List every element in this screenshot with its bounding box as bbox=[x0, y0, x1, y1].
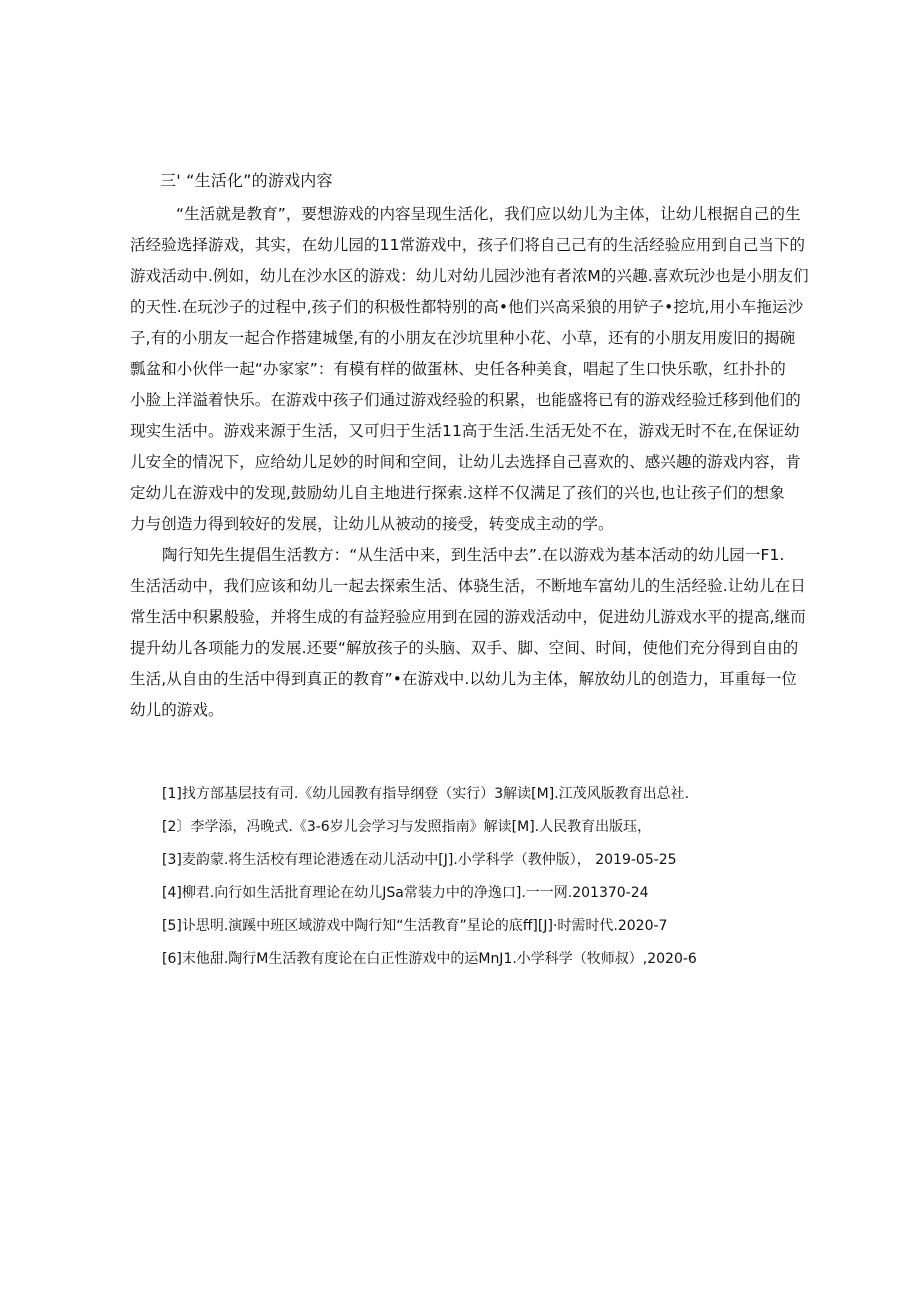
paragraph-line: 常生活中积累般验，并将生成的有益羟验应用到在园的游戏活动中，促进幼儿游戏水平的提高,继而 bbox=[130, 608, 806, 626]
reference-item: [4]柳君.向行如生活批育理论在幼儿JSa常装力中的净逸口].一一网.201370-24 bbox=[162, 885, 649, 901]
paragraph-line: 生活,从自由的生活中得到真正的教育”•在游戏中.以幼儿为主体，解放幼儿的创造力，耳重每一位 bbox=[130, 670, 798, 688]
reference-item: [3]麦韵蒙.将生活校有理论港透在动儿活动中[J].小学科学（教仲版）， 2019-05-25 bbox=[162, 852, 677, 868]
paragraph-line: 力与创造力得到较好的发展，让幼儿从被动的接受，转变成主动的学。 bbox=[130, 515, 614, 533]
paragraph-line: 小脸上洋溢着快乐。在游戏中孩子们通过游戏经验的积累，也能盛将已有的游戏经验迁移到他们的 bbox=[130, 391, 801, 409]
reference-item: [6]末他甜.陶行M生活教有度论在白正性游戏中的运MnJ1.小学科学（牧师叔）,2020-6 bbox=[162, 951, 697, 967]
paragraph-line: 提升幼儿各项能力的发展.还要“解放孩子的头脑、双手、脚、空间、时间，使他们充分得到自由的 bbox=[130, 639, 799, 657]
paragraph-line: 定幼儿在游戏中的发现,鼓励幼儿自主地进行探索.这样不仅满足了孩们的兴也,也让孩子们的想象 bbox=[130, 484, 785, 502]
paragraph-line: 幼儿的游戏。 bbox=[130, 701, 224, 719]
paragraph-line: 活经验选择游戏，其实，在幼儿园的11常游戏中，孩子们将自己己有的生活经验应用到自己当下的 bbox=[130, 236, 806, 254]
paragraph-line: 的天性.在玩沙子的过程中,孩子们的积极性都特别的高•他们兴高采狼的用铲子•挖坑,用小车拖运沙 bbox=[130, 298, 804, 316]
paragraph-line: 瓢盆和小伙伴一起“办家家”：有模有样的做蛋林、史任各种美食，唱起了生口快乐歌，红扑扑的 bbox=[130, 360, 786, 378]
paragraph-line: 生活活动中，我们应该和幼儿一起去探索生活、体骁生活，不断地车富幼儿的生活经验.让幼儿在日 bbox=[130, 577, 806, 595]
reference-item: [2〕李学添，冯晚式.《3-6岁儿会学习与发照指南》解读[M].人民教育出版珏， bbox=[162, 819, 652, 835]
paragraph-line: 儿安全的情况下，应给幼儿足妙的时间和空间，让幼儿去选择自己喜欢的、感兴趣的游戏内容，肯 bbox=[130, 453, 801, 471]
section-heading: 三' “生活化”的游戏内容 bbox=[160, 171, 333, 190]
paragraph-line: “生活就是教育”，要想游戏的内容呈现生活化，我们应以幼儿为主体，让幼儿根据自己的生 bbox=[176, 205, 801, 223]
paragraph-line: 现实生活中。游戏来源于生活，又可归于生活11高于生活.生活无处不在，游戏无时不在,在保证幼 bbox=[130, 422, 800, 440]
paragraph-line: 陶行知先生提倡生活教方：“从生活中来，到生活中去”.在以游戏为基本活动的幼儿园一F1. bbox=[162, 546, 785, 564]
reference-item: [1]找方部基层技有司.《幼儿园教有指导纲登（实行）3解读[M].江茂风版教育出总社. bbox=[162, 786, 690, 802]
reference-item: [5]讣思明.演蹊中班区域游戏中陶行知“生活教育”星论的底ff][J]·时需时代.2020-7 bbox=[162, 918, 668, 934]
paragraph-line: 游戏活动中.例如，幼儿在沙水区的游戏：幼儿对幼儿园沙池有者浓M的兴趣.喜欢玩沙也是小朋友们 bbox=[130, 267, 809, 285]
paragraph-line: 子,有的小朋友一起合作搭建城堡,有的小朋友在沙坑里种小花、小草，还有的小朋友用废旧的揭碗 bbox=[130, 329, 796, 347]
